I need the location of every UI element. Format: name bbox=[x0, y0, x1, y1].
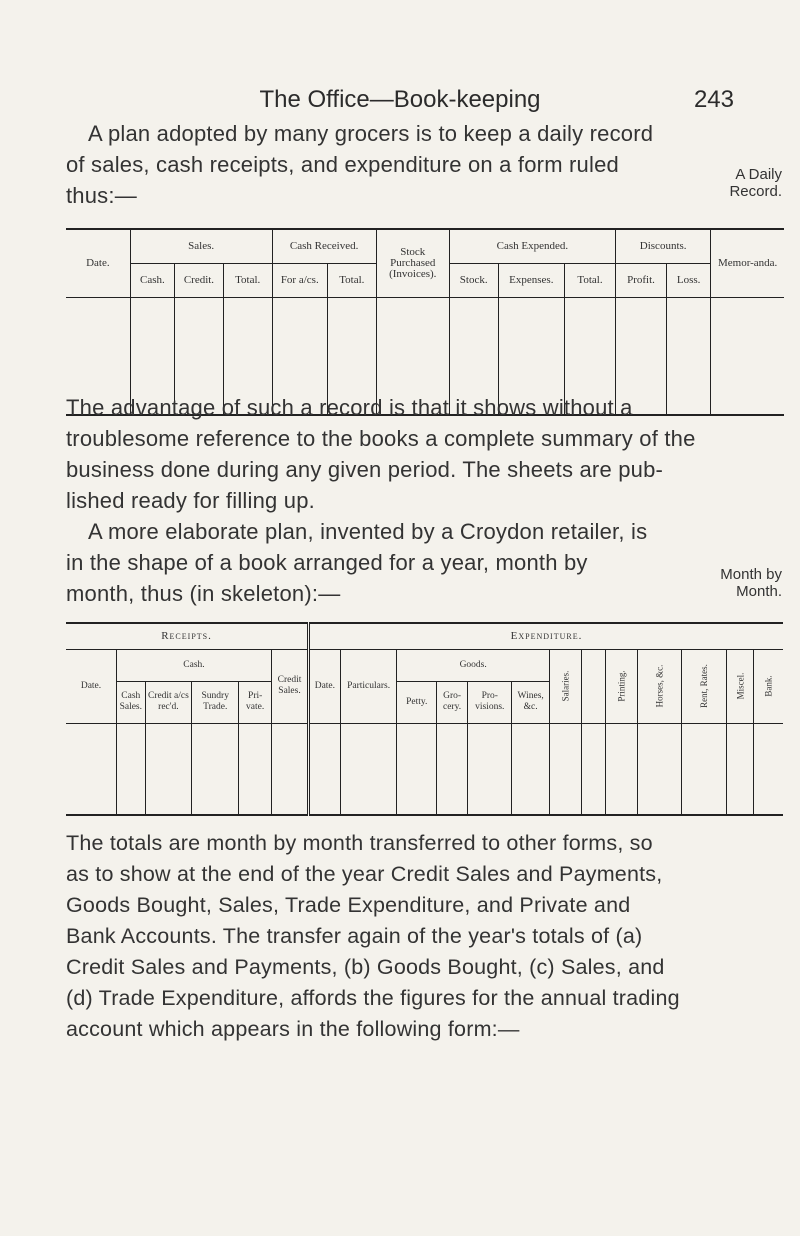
sub-wines: Wines, &c. bbox=[512, 681, 549, 723]
elaborate-line: in the shape of a book arranged for a year, month by bbox=[66, 550, 588, 575]
col-printing: Printing. bbox=[605, 649, 637, 723]
sub-private: Pri-vate. bbox=[239, 681, 272, 723]
col-particulars: Particulars. bbox=[340, 649, 397, 723]
col-spacer bbox=[581, 649, 605, 723]
intro-line: thus:— bbox=[66, 183, 137, 208]
col-miscel: Miscel. bbox=[726, 649, 754, 723]
monthly-record-table bbox=[66, 622, 783, 816]
sub-credit-acs: Credit a/cs rec'd. bbox=[145, 681, 191, 723]
sub-cash: Cash. bbox=[130, 263, 174, 297]
sub-total: Total. bbox=[565, 263, 616, 297]
intro-paragraph bbox=[66, 118, 766, 211]
col-cash-expended: Cash Expended. bbox=[449, 229, 615, 263]
elaborate-line: month, thus (in skeleton):— bbox=[66, 581, 341, 606]
advantage-line: troublesome reference to the books a complete summary of the bbox=[66, 426, 696, 451]
sub-sundry-trade: Sundry Trade. bbox=[192, 681, 239, 723]
col-goods: Goods. bbox=[397, 649, 549, 681]
col-rent-rates: Rent, Rates. bbox=[681, 649, 726, 723]
expenditure-heading: Expenditure. bbox=[309, 623, 783, 649]
sub-credit: Credit. bbox=[175, 263, 224, 297]
col-cash-received: Cash Received. bbox=[272, 229, 376, 263]
sub-loss: Loss. bbox=[666, 263, 710, 297]
sub-provisions: Pro-visions. bbox=[468, 681, 512, 723]
col-bank: Bank. bbox=[754, 649, 783, 723]
totals-line: Credit Sales and Payments, (b) Goods Bought, (c) Sales, and bbox=[66, 955, 665, 979]
daily-record-table bbox=[66, 228, 784, 416]
page-number: 243 bbox=[693, 86, 734, 113]
totals-paragraph bbox=[66, 828, 750, 1045]
col-credit-sales: Credit Sales. bbox=[271, 649, 308, 723]
intro-line: A plan adopted by many grocers is to keep a daily record bbox=[88, 121, 654, 146]
totals-line: (d) Trade Expenditure, affords the figures for the annual trading bbox=[66, 986, 680, 1010]
col-memoranda: Memor-anda. bbox=[711, 229, 784, 297]
advantage-paragraph bbox=[66, 392, 766, 609]
sub-grocery: Gro-cery. bbox=[437, 681, 468, 723]
totals-line: account which appears in the following form:— bbox=[66, 1017, 520, 1041]
sub-total: Total. bbox=[223, 263, 272, 297]
sub-for-acs: For a/cs. bbox=[272, 263, 327, 297]
col-date: Date. bbox=[66, 229, 130, 297]
col-exp-date: Date. bbox=[309, 649, 341, 723]
col-salaries: Salaries. bbox=[549, 649, 581, 723]
sub-profit: Profit. bbox=[616, 263, 667, 297]
totals-line: The totals are month by month transferred to other forms, so bbox=[66, 831, 653, 855]
totals-line: Goods Bought, Sales, Trade Expenditure, and Private and bbox=[66, 893, 631, 917]
totals-line: Bank Accounts. The transfer again of the year's totals of (a) bbox=[66, 924, 643, 948]
col-horses: Horses, &c. bbox=[638, 649, 682, 723]
margin-note-daily: A Daily Record. bbox=[729, 166, 782, 200]
advantage-line: lished ready for filling up. bbox=[66, 488, 315, 513]
col-date: Date. bbox=[66, 649, 116, 723]
col-sales: Sales. bbox=[130, 229, 272, 263]
running-header: The Office—Book-keeping bbox=[259, 86, 541, 113]
sub-stock: Stock. bbox=[449, 263, 498, 297]
sub-expenses: Expenses. bbox=[498, 263, 564, 297]
col-cash: Cash. bbox=[116, 649, 271, 681]
intro-line: of sales, cash receipts, and expenditure on a form ruled bbox=[66, 152, 619, 177]
totals-line: as to show at the end of the year Credit Sales and Payments, bbox=[66, 862, 663, 886]
col-stock-purchased: Stock Purchased (Invoices). bbox=[376, 229, 449, 297]
receipts-heading: Receipts. bbox=[66, 623, 309, 649]
margin-note-month: Month by Month. bbox=[720, 566, 782, 600]
advantage-line: business done during any given period. The sheets are pub- bbox=[66, 457, 664, 482]
table-body-row bbox=[66, 723, 783, 815]
advantage-line: The advantage of such a record is that it shows without a bbox=[66, 395, 633, 420]
sub-total: Total. bbox=[327, 263, 376, 297]
sub-cash-sales: Cash Sales. bbox=[116, 681, 145, 723]
col-discounts: Discounts. bbox=[616, 229, 711, 263]
elaborate-line: A more elaborate plan, invented by a Croydon retailer, is bbox=[88, 519, 648, 544]
sub-petty: Petty. bbox=[397, 681, 437, 723]
